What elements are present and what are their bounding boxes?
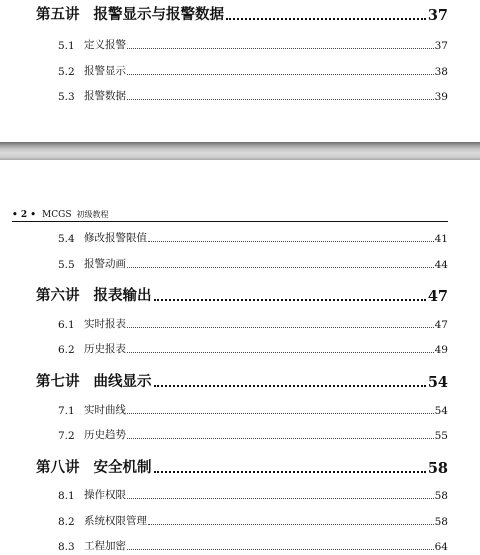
chapter-page-number: 58	[427, 460, 448, 477]
page-number-mark: • 2 •	[12, 210, 37, 220]
dot-leader	[148, 524, 434, 525]
toc-chapter-7[interactable]	[36, 369, 448, 391]
section-title: 报警数据	[84, 90, 126, 102]
section-title: 实时报表	[84, 318, 126, 330]
section-page-number: 55	[434, 430, 448, 442]
section-page-number: 38	[434, 66, 448, 78]
section-title: 定义报警	[84, 39, 126, 51]
dot-leader	[127, 498, 434, 499]
chapter-title: 报表输出	[93, 287, 152, 304]
section-title: 历史报表	[84, 343, 126, 355]
toc-section-5-4[interactable]	[58, 229, 448, 245]
dot-leader	[127, 48, 434, 49]
toc-section-5-2[interactable]	[58, 62, 448, 78]
section-number: 5.2	[58, 66, 75, 78]
toc-section-7-2[interactable]	[58, 426, 448, 442]
dot-leader	[154, 385, 426, 387]
section-number: 8.1	[58, 490, 75, 502]
dot-leader	[154, 299, 426, 301]
section-number: 8.3	[58, 541, 75, 553]
header-rule	[12, 221, 448, 222]
chapter-page-number: 47	[427, 288, 448, 305]
dot-leader	[127, 438, 434, 439]
section-page-number: 44	[434, 259, 448, 271]
dot-leader	[226, 18, 426, 20]
dot-leader	[127, 99, 434, 100]
toc-section-7-1[interactable]	[58, 401, 448, 417]
section-number: 5.5	[58, 259, 75, 271]
section-page-number: 37	[434, 40, 448, 52]
chapter-title: 曲线显示	[93, 373, 152, 390]
toc-chapter-6[interactable]	[36, 283, 448, 305]
section-title: 工程加密	[84, 540, 126, 552]
section-title: 报警动画	[84, 258, 126, 270]
page-separator	[0, 142, 480, 160]
dot-leader	[148, 241, 434, 242]
section-number: 6.2	[58, 344, 75, 356]
toc-section-6-2[interactable]	[58, 340, 448, 356]
section-page-number: 49	[434, 344, 448, 356]
section-page-number: 54	[434, 405, 448, 417]
section-page-number: 47	[434, 319, 448, 331]
section-title: 操作权限	[84, 489, 126, 501]
page-header	[12, 206, 448, 220]
section-number: 5.1	[58, 40, 75, 52]
section-number: 6.1	[58, 319, 75, 331]
dot-leader	[127, 352, 434, 353]
chapter-title: 安全机制	[93, 459, 152, 476]
toc-chapter-5[interactable]	[36, 2, 448, 24]
section-page-number: 64	[434, 541, 448, 553]
toc-section-8-1[interactable]	[58, 486, 448, 502]
toc-section-6-1[interactable]	[58, 315, 448, 331]
section-page-number: 58	[434, 490, 448, 502]
toc-section-5-3[interactable]	[58, 87, 448, 103]
chapter-page-number: 54	[427, 374, 448, 391]
toc-section-8-2[interactable]	[58, 512, 448, 528]
header-subtitle: 初级教程	[76, 210, 109, 219]
chapter-page-number: 37	[427, 7, 448, 24]
section-number: 5.4	[58, 233, 75, 245]
section-title: 历史趋势	[84, 429, 126, 441]
section-number: 8.2	[58, 516, 75, 528]
section-title: 实时曲线	[84, 404, 126, 416]
chapter-number: 第五讲	[36, 6, 80, 23]
chapter-number: 第六讲	[36, 287, 80, 304]
chapter-number: 第七讲	[36, 373, 80, 390]
section-page-number: 58	[434, 516, 448, 528]
chapter-title: 报警显示与报警数据	[93, 6, 224, 23]
section-number: 7.2	[58, 430, 75, 442]
section-title: 报警显示	[84, 65, 126, 77]
section-page-number: 41	[434, 233, 448, 245]
dot-leader	[127, 413, 434, 414]
section-page-number: 39	[434, 91, 448, 103]
toc-section-5-5[interactable]	[58, 255, 448, 271]
chapter-number: 第八讲	[36, 459, 80, 476]
dot-leader	[127, 74, 434, 75]
toc-section-8-3[interactable]	[58, 537, 448, 553]
toc-section-5-1[interactable]	[58, 36, 448, 52]
header-brand: MCGS	[42, 210, 72, 220]
section-number: 5.3	[58, 91, 75, 103]
dot-leader	[127, 549, 434, 550]
dot-leader	[127, 327, 434, 328]
section-number: 7.1	[58, 405, 75, 417]
dot-leader	[127, 267, 434, 268]
section-title: 修改报警限值	[84, 232, 147, 244]
toc-chapter-8[interactable]	[36, 455, 448, 477]
section-title: 系统权限管理	[84, 515, 147, 527]
dot-leader	[154, 471, 426, 473]
